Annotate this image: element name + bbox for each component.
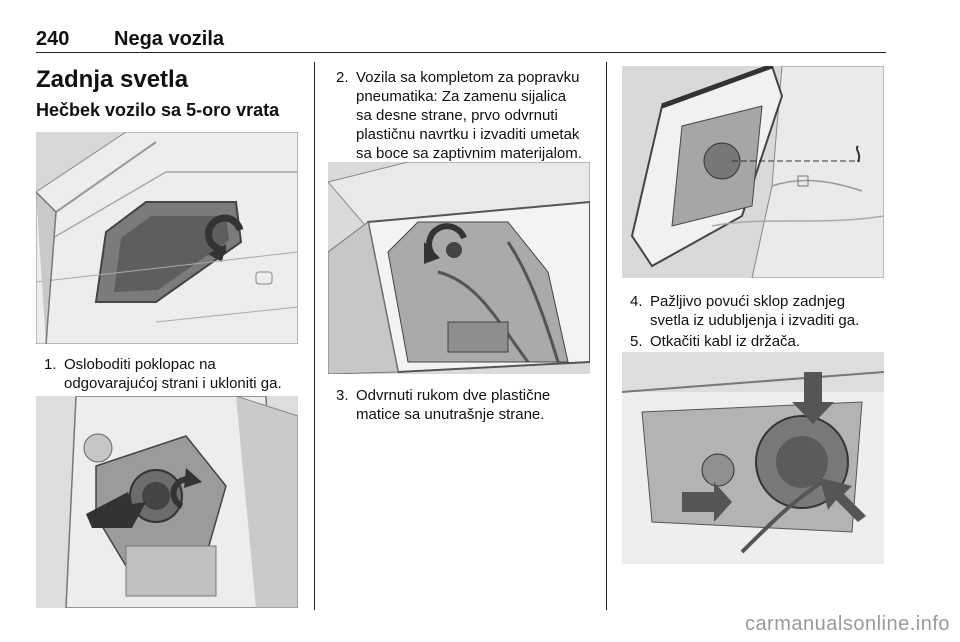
step-text: svetla iz udubljenja i izvaditi ga.: [650, 312, 860, 329]
figure-lamp-cavity: [328, 162, 590, 374]
step-number: 3.: [336, 387, 349, 404]
step-text: plastičnu navrtku i izvaditi umetak: [356, 126, 580, 143]
column-divider-2: [606, 62, 607, 610]
column-divider-1: [314, 62, 315, 610]
step-number: 5.: [630, 333, 643, 350]
figure-trunk-cover: [36, 132, 298, 344]
step-text: matice sa unutrašnje strane.: [356, 406, 545, 423]
step-number: 4.: [630, 293, 643, 310]
step-number: 2.: [336, 69, 349, 86]
step-text: Otkačiti kabl iz držača.: [650, 333, 801, 350]
figure-bulb-holder: [36, 396, 298, 608]
step-text: Osloboditi poklopac na: [64, 356, 216, 373]
step-text: odgovarajućoj strani i ukloniti ga.: [64, 375, 282, 392]
chapter-title: Nega vozila: [114, 28, 225, 50]
figure-lamp-assembly: [622, 66, 884, 278]
header-rule: [36, 52, 886, 53]
section-title: Zadnja svetla: [36, 66, 189, 93]
step-number: 1.: [44, 356, 57, 373]
step-text: Vozila sa kompletom za popravku: [356, 69, 580, 86]
step-text: pneumatika: Za zamenu sijalica: [356, 88, 567, 105]
page-number: 240: [36, 28, 70, 50]
step-text: Odvrnuti rukom dve plastične: [356, 387, 551, 404]
step-text: sa boce sa zaptivnim materijalom.: [356, 145, 582, 162]
step-text: Pažljivo povući sklop zadnjeg: [650, 293, 846, 310]
section-subtitle: Hečbek vozilo sa 5-oro vrata: [36, 100, 280, 120]
step-text: sa desne strane, prvo odvrnuti: [356, 107, 558, 124]
watermark: carmanualsonline.info: [744, 613, 950, 635]
figure-cable-holder: [622, 352, 884, 564]
